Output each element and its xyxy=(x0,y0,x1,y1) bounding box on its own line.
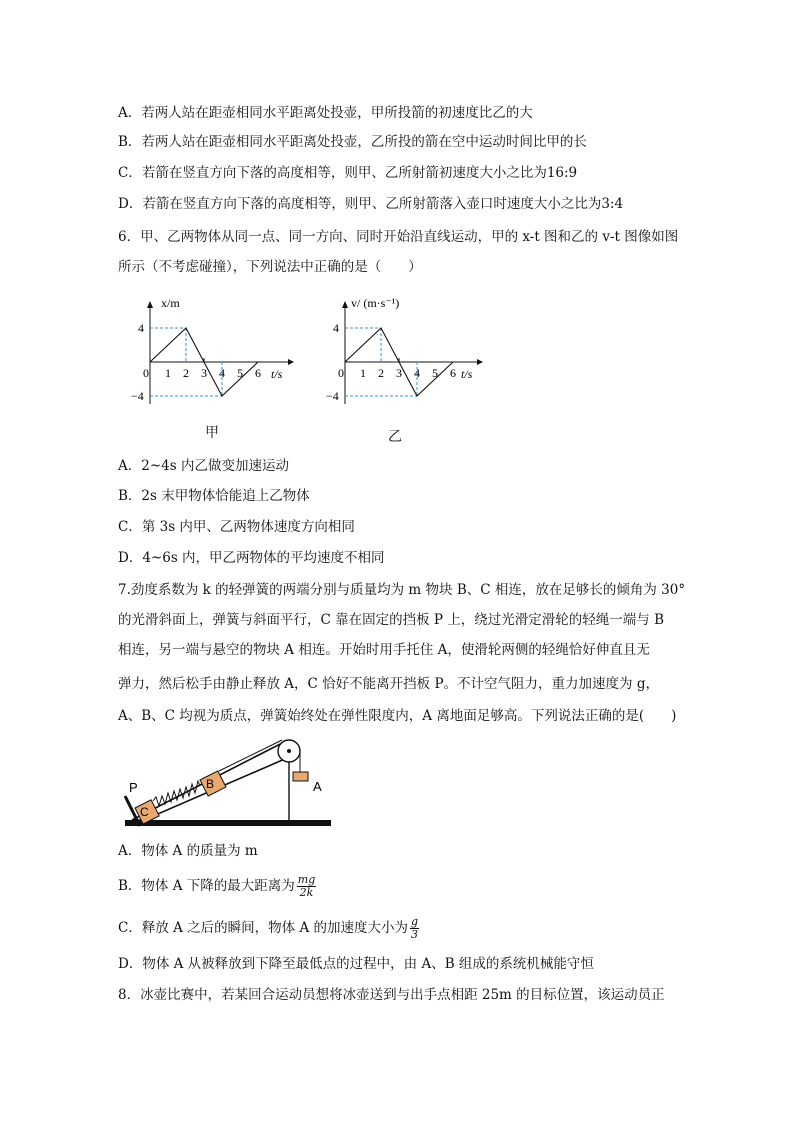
block-a xyxy=(293,772,308,781)
x-tick-6: 6 xyxy=(255,366,261,380)
x-tick-1: 1 xyxy=(360,366,366,380)
graph-xt-caption: 甲 xyxy=(205,425,219,441)
x-tick-0: 0 xyxy=(143,366,149,380)
y-axis-arrow xyxy=(342,301,348,308)
y-axis-arrow xyxy=(147,301,153,308)
q7-stem-line-5: A、B、C 均视为质点，弹簧始终处在弹性限度内，A 离地面足够高。下列说法正确的是( ) xyxy=(118,708,677,724)
x-tick-2: 2 xyxy=(183,366,189,380)
q7-stem-line-2: 的光滑斜面上，弹簧与斜面平行，C 靠在固定的挡板 P 上，绕过光滑定滑轮的轻绳一端与 B xyxy=(118,612,664,628)
q7-stem-line-3: 相连，另一端与悬空的物块 A 相连。开始时用手托住 A，使滑轮两侧的轻绳恰好伸直且无 xyxy=(118,642,650,658)
q6-option-b: B．2s 末甲物体恰能追上乙物体 xyxy=(118,488,310,504)
x-tick-4: 4 xyxy=(219,366,225,380)
q7-option-c-text: C．释放 A 之后的瞬间，物体 A 的加速度大小为 xyxy=(118,920,408,936)
ground xyxy=(125,820,331,826)
q5-option-a: A．若两人站在距壶相同水平距离处投壶，甲所投箭的初速度比乙的大 xyxy=(118,105,533,121)
label-p: P xyxy=(129,780,138,795)
x-axis-label: t/s xyxy=(271,367,283,381)
graph-vt xyxy=(325,292,495,412)
q5-option-c: C．若箭在竖直方向下落的高度相等，则甲、乙所射箭初速度大小之比为16:9 xyxy=(118,165,578,181)
y-tick-neg4: −4 xyxy=(326,389,339,403)
x-tick-1: 1 xyxy=(165,366,171,380)
y-axis-label: x/m xyxy=(161,296,180,310)
q7-option-d: D．物体 A 从被释放到下降至最低点的过程中，由 A、B 组成的系统机械能守恒 xyxy=(118,956,594,972)
label-a: A xyxy=(313,779,322,794)
q7-option-b-text: B．物体 A 下降的最大距离为 xyxy=(118,878,295,894)
q6-option-d: D．4~6s 内，甲乙两物体的平均速度不相同 xyxy=(118,550,385,566)
q5-option-d: D．若箭在竖直方向下落的高度相等，则甲、乙所射箭落入壶口时速度大小之比为3:4 xyxy=(118,196,624,212)
fraction-denominator: 2k xyxy=(299,886,314,899)
q6-option-a: A．2~4s 内乙做变加速运动 xyxy=(118,458,289,474)
fraction-denominator: 3 xyxy=(411,928,419,941)
x-tick-5: 5 xyxy=(237,366,243,380)
q7-option-c-fraction xyxy=(410,916,419,941)
label-c: C xyxy=(140,805,149,819)
x-tick-4: 4 xyxy=(414,366,420,380)
fraction-numerator: g xyxy=(411,915,419,928)
q7-option-b xyxy=(118,874,316,899)
q5-option-b: B．若两人站在距壶相同水平距离处投壶，乙所投的箭在空中运动时间比甲的长 xyxy=(118,134,587,150)
y-tick-neg4: −4 xyxy=(131,389,144,403)
label-b: B xyxy=(206,777,215,791)
y-tick-4: 4 xyxy=(138,321,144,335)
q6-stem-line-2: 所示（不考虑碰撞），下列说法中正确的是（ ） xyxy=(118,259,422,275)
y-tick-4: 4 xyxy=(333,321,339,335)
q7-stem-line-4: 弹力，然后松手由静止释放 A，C 恰好不能离开挡板 P。不计空气阻力，重力加速度为 g， xyxy=(118,676,659,692)
q8-stem-line-1: 8．冰壶比赛中，若某回合运动员想将冰壶送到与出手点相距 25m 的目标位置，该运动员正 xyxy=(118,987,665,1003)
x-tick-3: 3 xyxy=(396,366,402,380)
x-tick-3: 3 xyxy=(201,366,207,380)
q6-option-c: C．第 3s 内甲、乙两物体速度方向相同 xyxy=(118,519,355,535)
q7-option-c xyxy=(118,916,419,941)
q6-stem-line-1: 6．甲、乙两物体从同一点、同一方向、同时开始沿直线运动，甲的 x-t 图和乙的 v-t 图像如图 xyxy=(118,229,679,245)
graph-vt-caption: 乙 xyxy=(388,429,402,445)
graph-xt-svg xyxy=(130,292,300,412)
incline-pulley-diagram xyxy=(118,730,338,835)
q7-option-a: A．物体 A 的质量为 m xyxy=(118,843,258,859)
fraction-numerator: mg xyxy=(297,873,316,886)
graph-vt-svg xyxy=(325,292,495,412)
x-tick-0: 0 xyxy=(338,366,344,380)
x-axis-arrow xyxy=(477,359,483,365)
x-tick-6: 6 xyxy=(450,366,456,380)
x-axis-label: t/s xyxy=(461,367,473,381)
y-axis-label: v/ (m·s⁻¹) xyxy=(351,296,400,310)
pulley-axle xyxy=(287,749,291,753)
graph-xt xyxy=(130,292,300,412)
x-tick-5: 5 xyxy=(432,366,438,380)
x-axis-arrow xyxy=(288,359,294,365)
q7-option-b-fraction xyxy=(297,874,316,899)
incline-diagram-svg xyxy=(118,730,338,835)
q7-stem-line-1: 7.劲度系数为 k 的轻弹簧的两端分别与质量均为 m 物块 B、C 相连，放在足够长的倾角为 30° xyxy=(118,582,686,598)
x-tick-2: 2 xyxy=(378,366,384,380)
